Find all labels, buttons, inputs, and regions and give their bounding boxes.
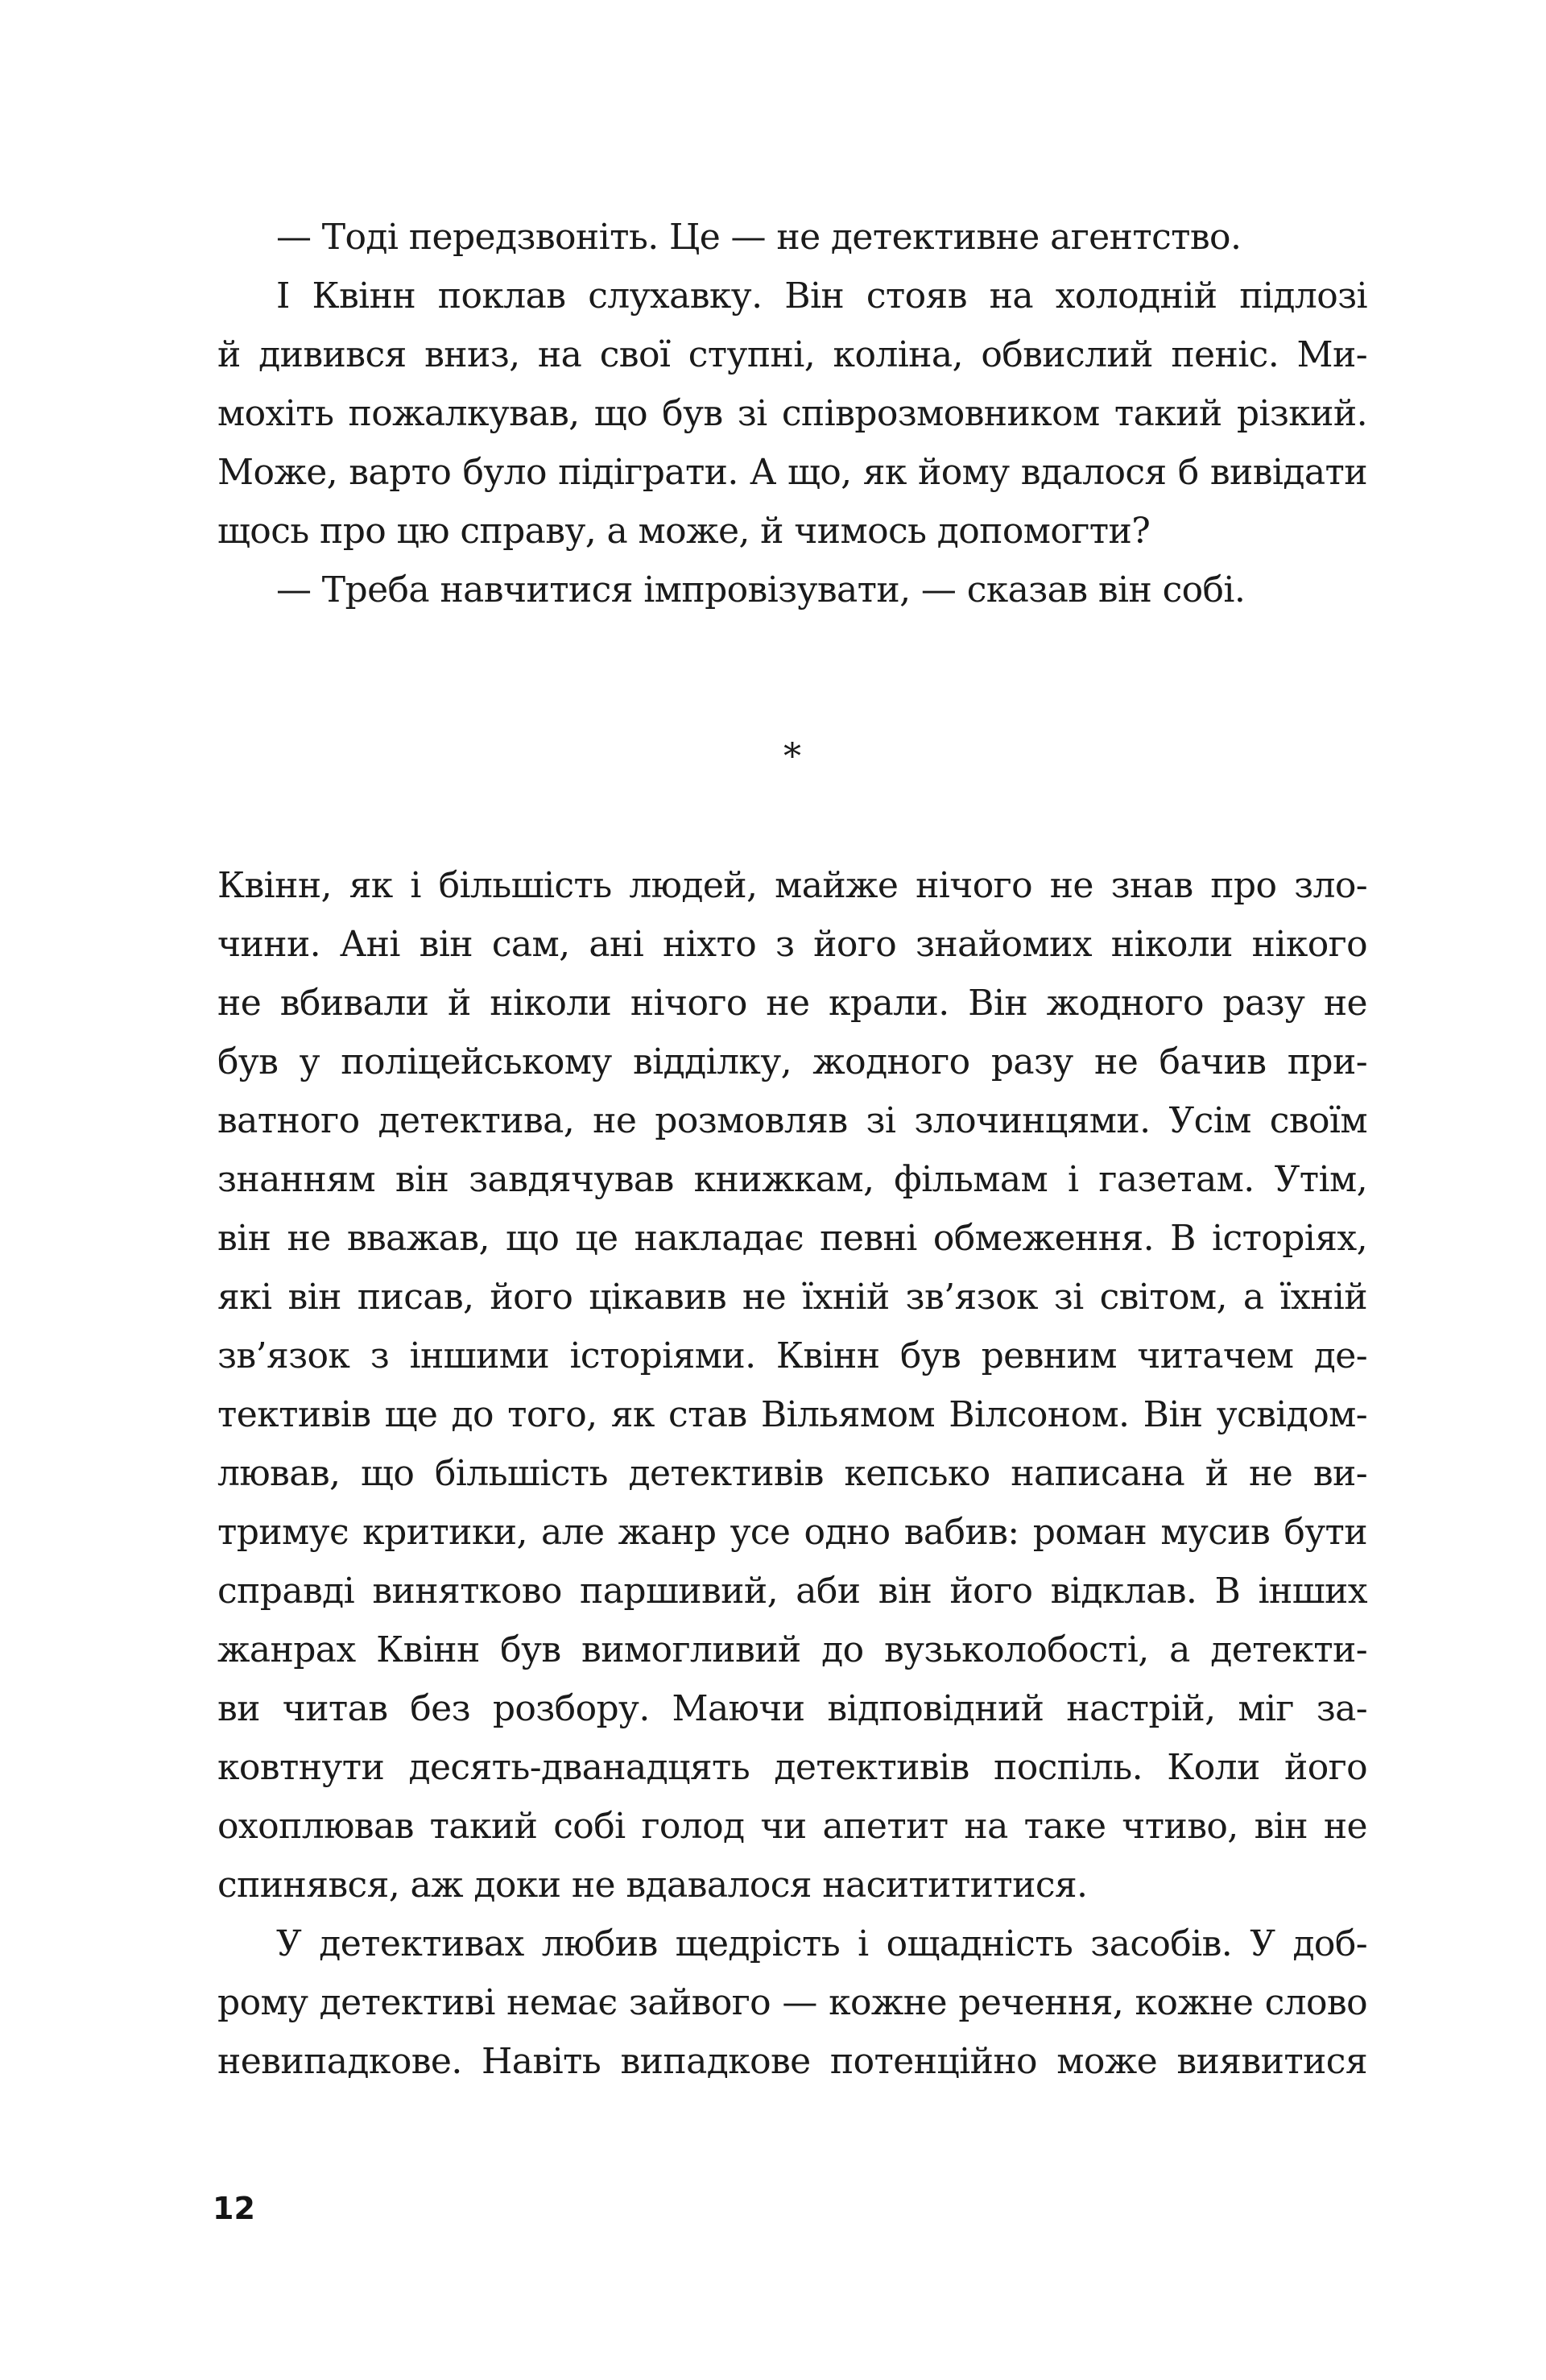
text-line: тримує критики, але жанр усе одно вабив: роман мусив бути	[217, 1512, 1367, 1553]
text-line: лював, що більшість детективів кепсько написана й не ви-	[217, 1453, 1367, 1494]
text-line: мохіть пожалкував, що був зі співрозмовником такий різкий.	[217, 393, 1367, 434]
page-number: 12	[213, 2191, 255, 2226]
text-line: охоплював такий собі голод чи апетит на таке чтиво, він не	[217, 1806, 1367, 1847]
text-line: жанрах Квінн був вимогливий до вузьколобості, а детекти-	[217, 1629, 1367, 1670]
text-line: не вбивали й ніколи нічого не крали. Він жодного разу не	[217, 983, 1367, 1024]
text-line: — Треба навчитися імпровізувати, — сказав він собі.	[276, 569, 1246, 611]
text-line: У детективах любив щедрість і ощадність засобів. У доб-	[276, 1923, 1367, 1964]
text-line: ватного детектива, не розмовляв зі злочинцями. Усім своїм	[217, 1100, 1367, 1141]
text-line: він не вважав, що це накладає певні обмеження. В історіях,	[217, 1218, 1367, 1259]
text-line: ковтнути десять-дванадцять детективів поспіль. Коли його	[217, 1747, 1367, 1788]
text-line: невипадкове. Навіть випадкове потенційно може виявитися	[217, 2041, 1367, 2082]
text-line: зв’язок з іншими історіями. Квінн був ревним читачем де-	[217, 1335, 1367, 1376]
text-line: І Квінн поклав слухавку. Він стояв на холодній підлозі	[276, 275, 1367, 317]
section-separator: *	[783, 736, 801, 777]
text-line: Квінн, як і більшість людей, майже нічого не знав про зло-	[217, 865, 1367, 906]
text-line: тективів ще до того, як став Вільямом Вілсоном. Він усвідом-	[217, 1394, 1367, 1435]
text-line: знанням він завдячував книжкам, фільмам і газетам. Утім,	[217, 1159, 1367, 1200]
text-line: ви читав без розбору. Маючи відповідний настрій, міг за-	[217, 1688, 1367, 1729]
text-line: — Тоді передзвоніть. Це — не детективне агентство.	[276, 217, 1242, 258]
text-line: спинявся, аж доки не вдавалося наситититися.	[217, 1865, 1088, 1906]
text-line: й дивився вниз, на свої ступні, коліна, обвислий пеніс. Ми-	[217, 334, 1367, 375]
text-line: рому детективі немає зайвого — кожне речення, кожне слово	[217, 1982, 1367, 2023]
text-line: які він писав, його цікавив не їхній зв’язок зі світом, а їхній	[217, 1277, 1367, 1318]
text-line: був у поліцейському відділку, жодного разу не бачив при-	[217, 1041, 1367, 1082]
text-line: чини. Ані він сам, ані ніхто з його знайомих ніколи нікого	[217, 924, 1367, 965]
text-line: щось про цю справу, а може, й чимось допомогти?	[217, 511, 1151, 552]
body-text	[217, 0, 1367, 2380]
text-line: Може, варто було підіграти. А що, як йому вдалося б вивідати	[217, 452, 1367, 493]
text-line: справді винятково паршивий, аби він його відклав. В інших	[217, 1571, 1367, 1612]
